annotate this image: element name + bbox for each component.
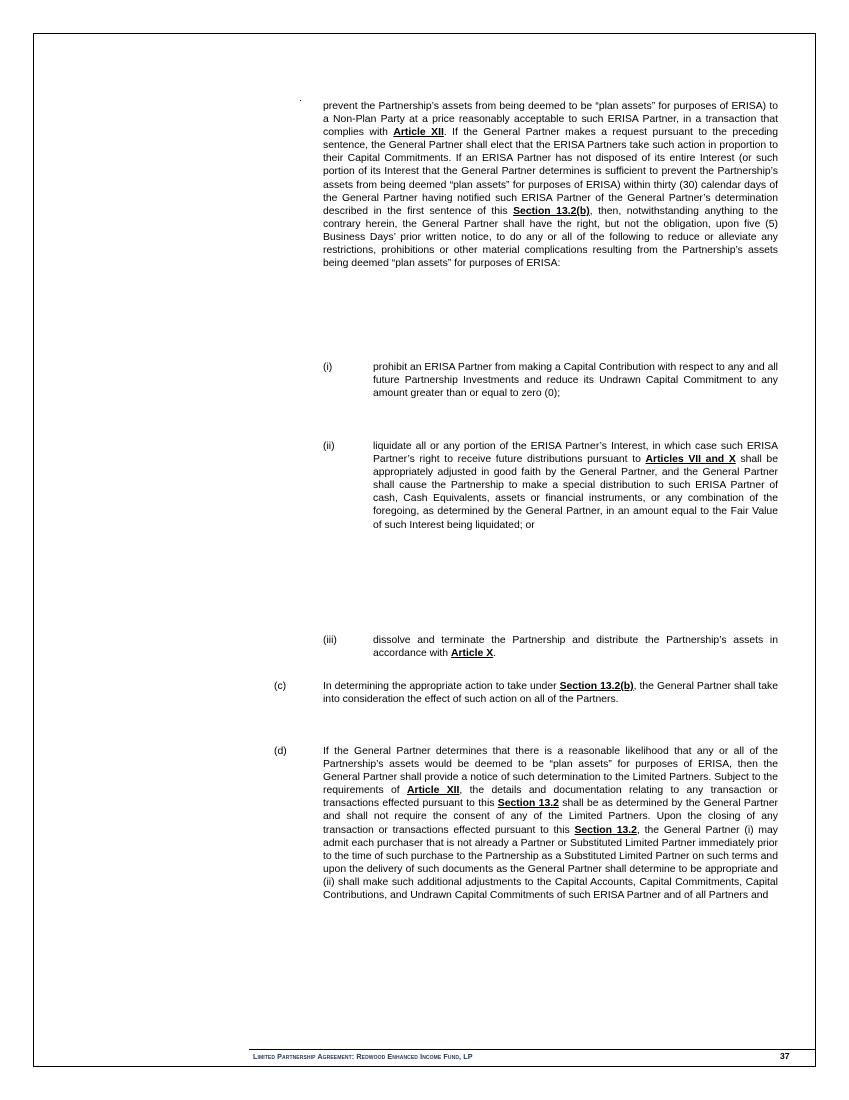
text-run: , the General Partner shall take into consideration the effect of such action on all of the Partners.: [323, 681, 778, 706]
list-label-iii: (iii): [323, 635, 337, 646]
text-run: prohibit an ERISA Partner from making a Capital Contribution with respect to any and all future Partnership Investments and reduce its Undrawn Capital Commitment to any amount greater than or equal to zero (0);: [373, 362, 778, 400]
section-c: [323, 680, 778, 706]
cross-reference-link[interactable]: Article X: [450, 648, 494, 660]
cross-reference-link[interactable]: Article XII: [407, 785, 460, 797]
text-run: If the General Partner determines that there is a reasonable likelihood that any or all of the Partnership’s assets would be deemed to be “plan assets” for purposes of ERISA, then the General Partner shall provide a notice of such determination to the Limited Partners. Subject to the requirements of: [323, 746, 778, 797]
text-run: shall be appropriately adjusted in good faith by the General Partner, and the General Partner shall cause the Partnership to make a special distribution to such ERISA Partner of cash, Cash Equivalents, assets or financial instruments, or any combination of the foregoing, as determined by the General Partner, in an amount equal to the Fair Value of such Interest being liquidated; or: [373, 454, 778, 531]
footer-title: Limited Partnership Agreement: Redwood Enhanced Income Fund, LP: [253, 1052, 473, 1061]
stray-mark: [300, 100, 301, 101]
text-run: In determining the appropriate action to take under: [323, 681, 560, 692]
text-run: shall be as determined by the General Partner and shall not require the consent of any of the Limited Partners. Upon the closing of any transaction or transactions effected pursuant to this: [323, 798, 778, 836]
section-label-d: (d): [274, 746, 287, 757]
footer-rule: [249, 1049, 816, 1050]
cross-reference-link[interactable]: Section 13.2(b): [513, 205, 590, 217]
section-d: [323, 745, 778, 902]
text-run: dissolve and terminate the Partnership and distribute the Partnership’s assets in accordance with: [373, 635, 778, 660]
text-run: . If the General Partner makes a request pursuant to the preceding sentence, the General Partner shall elect that the ERISA Partners take such action in proportion to their Capital Commitments. If an ERISA Partner has not disposed of its entire Interest (or such portion of its Interest that the General Partner determines is sufficient to prevent the Partnership’s assets from being deemed “plan assets” for purposes of ERISA) within thirty (30) calendar days of the General Partner having notified such ERISA Partner of the General Partner’s determination described in the first sentence of this: [323, 127, 778, 217]
cross-reference-link[interactable]: Section 13.2(b): [559, 681, 634, 692]
cross-reference-link[interactable]: Section 13.2: [574, 824, 637, 836]
text-run: , then, notwithstanding anything to the contrary herein, the General Partner shall have the right, but not the obligation, upon five (5) Business Days’ prior written notice, to do any or all of the following to reduce or alleviate any restrictions, prohibitions or other material complications resulting from the Partnership’s assets being deemed “plan assets” for purposes of ERISA:: [323, 205, 778, 270]
list-item-iii: [373, 634, 778, 660]
cross-reference-link[interactable]: Section 13.2: [497, 798, 559, 810]
page-number: 37: [780, 1051, 790, 1061]
text-run: prevent the Partnership’s assets from being deemed to be “plan assets” for purposes of ERISA) to a Non-Plan Party at a price reasonably acceptable to such ERISA Partner, in a transaction that complies with: [323, 101, 778, 139]
list-label-ii: (ii): [323, 441, 335, 452]
text-run: , the details and documentation relating to any transaction or transactions effected pursuant to this: [323, 785, 778, 810]
cross-reference-link[interactable]: Article XII: [393, 127, 444, 139]
text-run: .: [493, 648, 497, 660]
list-label-i: (i): [323, 362, 333, 373]
cross-reference-link[interactable]: Articles VII and X: [645, 454, 736, 466]
list-item-i: [373, 361, 778, 400]
section-label-c: (c): [274, 681, 287, 692]
text-run: , the General Partner (i) may admit each purchaser that is not already a Partner or Substituted Limited Partner immediately prior to the time of such purchase to the Partnership as a Substituted Limited Partner on such terms and upon the delivery of such documents as the General Partner shall determine to be appropriate and (ii) shall make such additional adjustments to the Capital Accounts, Capital Commitments, Capital Contributions, and Undrawn Capital Commitments of such ERISA Partner and of all Partners and: [323, 824, 778, 902]
paragraph-b-continuation: [323, 100, 778, 270]
list-item-ii: [373, 440, 778, 532]
text-run: liquidate all or any portion of the ERISA Partner’s Interest, in which case such ERISA Partner’s right to receive future distributions pursuant to: [373, 441, 778, 466]
